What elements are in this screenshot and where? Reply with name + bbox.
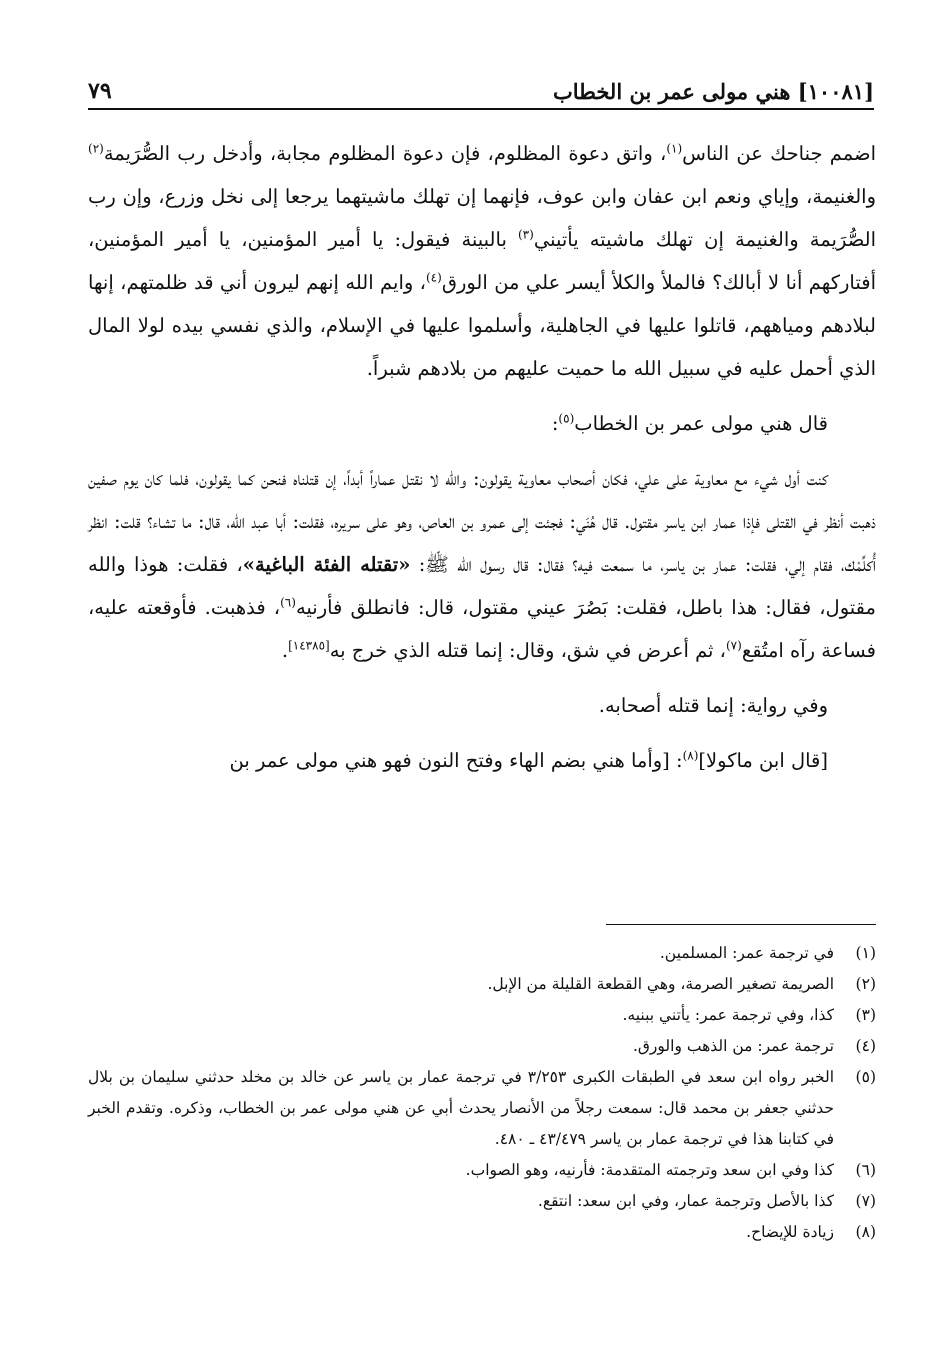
reference-number: [١٤٣٨٥] xyxy=(288,638,330,653)
paragraph-text: ، وايم الله إنهم ليرون أني قد ظلمتهم، إنها لبلادهم ومياههم، قاتلوا عليها في الجاهلية، وأسلموا عليها في الإسلام، والذي نفسي بيده لولا المال الذي أحمل عليه في سبيل الله ما حميت عليهم من بلادهم شبراً. xyxy=(88,271,876,380)
footnote-text: كذا بالأصل وترجمة عمار، وفي ابن سعد: انتقع. xyxy=(537,1192,834,1210)
footnote-4 xyxy=(88,1031,876,1062)
footnote-text: في ترجمة عمر: المسلمين. xyxy=(659,944,834,962)
hadith-quote: «تقتله الفئة الباغية» xyxy=(242,553,411,576)
footnote-text: الخبر رواه ابن سعد في الطبقات الكبرى ٣/٢٥٣ في ترجمة عمار بن ياسر عن خالد بن مخلد حدثني سليمان بن بلال حدثني جعفر بن محمد قال: سمعت رجلاً من الأنصار يحدث أبي عن هني مولى عمر بن الخطاب، وذكره. وتقدم الخبر في كتابنا هذا في ترجمة عمار بن ياسر ٤٣/٤٧٩ ـ ٤٨٠. xyxy=(88,1068,835,1148)
footnote-ref: (٢) xyxy=(88,141,104,156)
footnote-number: (٨) xyxy=(855,1223,876,1241)
footnote-ref: (٧) xyxy=(725,638,742,653)
footnote-number: (٤) xyxy=(855,1037,876,1055)
footnote-text: كذا، وفي ترجمة عمر: يأتني ببنيه. xyxy=(622,1006,834,1024)
paragraph-text: ، فذهبت. فأوقعته عليه، فساعة رآه امتُقع xyxy=(88,596,876,662)
paragraph-text: قال هني مولى عمر بن الخطاب xyxy=(574,412,828,435)
paragraph-text: كنت أول شيء مع معاوية على علي، فكان أصحاب معاوية يقولون: والله لا نقتل عماراً أبداً، إن قتلناه فنحن كما يقولون، فلما كان يوم صفين ذهبت أنظر في القتلى فإذا عمار ابن ياسر مقتول. قال هُنَي: فجئت إلى عمرو بن العاص، وهو على سريره، فقلت: أبا عبد الله، قال: ما تشاء؟ قلت: انظر أُكلِّمْك، فقام إلي، فقلت: عمار بن ياسر، ما سمعت فيه؟ فقال: قال رسول الله ﷺ: xyxy=(88,467,877,576)
footnote-1 xyxy=(88,938,876,969)
footnote-text: الصريمة تصغير الصرمة، وهي القطعة القليلة من الإبل. xyxy=(487,975,834,993)
paragraph-text: اضمم جناحك عن الناس xyxy=(682,142,876,165)
footnote-number: (٢) xyxy=(855,975,876,993)
paragraph-text: [قال ابن ماكولا] xyxy=(698,749,828,772)
footnote-number: (١) xyxy=(855,944,876,962)
paragraph-3 xyxy=(88,457,876,672)
paragraph-text: . xyxy=(281,639,289,662)
footnote-number: (٥) xyxy=(855,1068,876,1086)
paragraph-text: ، ثم أعرض في شق، وقال: إنما قتله الذي خرج به xyxy=(329,639,726,662)
footnote-number: (٧) xyxy=(855,1192,876,1210)
paragraph-1 xyxy=(88,132,876,390)
paragraph-text: : [وأما هني بضم الهاء وفتح النون فهو هني مولى عمر بن xyxy=(229,749,683,772)
paragraph-2 xyxy=(88,402,876,445)
paragraph-text: : xyxy=(551,412,559,435)
footnote-2 xyxy=(88,969,876,1000)
footnote-3 xyxy=(88,1000,876,1031)
footnote-ref: (٣) xyxy=(517,227,534,242)
footnote-ref: (٤) xyxy=(425,270,442,285)
paragraph-text: والغنيمة، وإياي ونعم ابن عفان وابن عوف، فإنهما إن تهلك ماشيتهما يرجعا إلى نخل وزرع، وإن رب الصُّرَيمة والغنيمة إن تهلك ماشيته يأتيني xyxy=(88,185,876,251)
footnote-text: زيادة للإيضاح. xyxy=(746,1223,834,1241)
paragraph-text: بالبينة فيقول: يا أمير المؤمنين، يا أمير المؤمنين، أفتاركهم أنا لا أبالك؟ فالملأ والكلأ أيسر علي من الورق xyxy=(88,228,876,294)
footnote-ref: (٨) xyxy=(682,748,699,763)
footnote-ref: (٦) xyxy=(280,595,296,610)
footnote-number: (٣) xyxy=(855,1006,876,1024)
footnote-8 xyxy=(88,1217,876,1248)
footnote-6 xyxy=(88,1155,876,1186)
footnote-7 xyxy=(88,1186,876,1217)
footnote-ref: (٥) xyxy=(558,411,575,426)
footnote-5 xyxy=(88,1062,876,1155)
footnote-divider xyxy=(606,924,876,925)
paragraph-text: ، واتق دعوة المظلوم، فإن دعوة المظلوم مجابة، وأدخل رب الصُّرَيمة xyxy=(103,142,667,165)
footnote-text: كذا وفي ابن سعد وترجمته المتقدمة: فأرنيه، وهو الصواب. xyxy=(465,1161,834,1179)
footnote-ref: (١) xyxy=(666,141,683,156)
footnote-text: ترجمة عمر: من الذهب والورق. xyxy=(632,1037,834,1055)
footnotes xyxy=(88,938,876,1248)
running-header xyxy=(88,74,874,110)
page-number: ٧٩ xyxy=(88,78,112,104)
paragraph-5 xyxy=(88,739,876,782)
paragraph-text: ، فقلت: هوذا والله مقتول، فقال: هذا باطل، فقلت: بَصُرَ عيني مقتول، قال: فانطلق فأرنيه xyxy=(88,553,876,619)
main-text xyxy=(88,132,876,794)
paragraph-4: وفي رواية: إنما قتله أصحابه. xyxy=(598,694,828,717)
running-title: [١٠٠٨١] هني مولى عمر بن الخطاب xyxy=(552,79,874,104)
footnote-number: (٦) xyxy=(855,1161,876,1179)
